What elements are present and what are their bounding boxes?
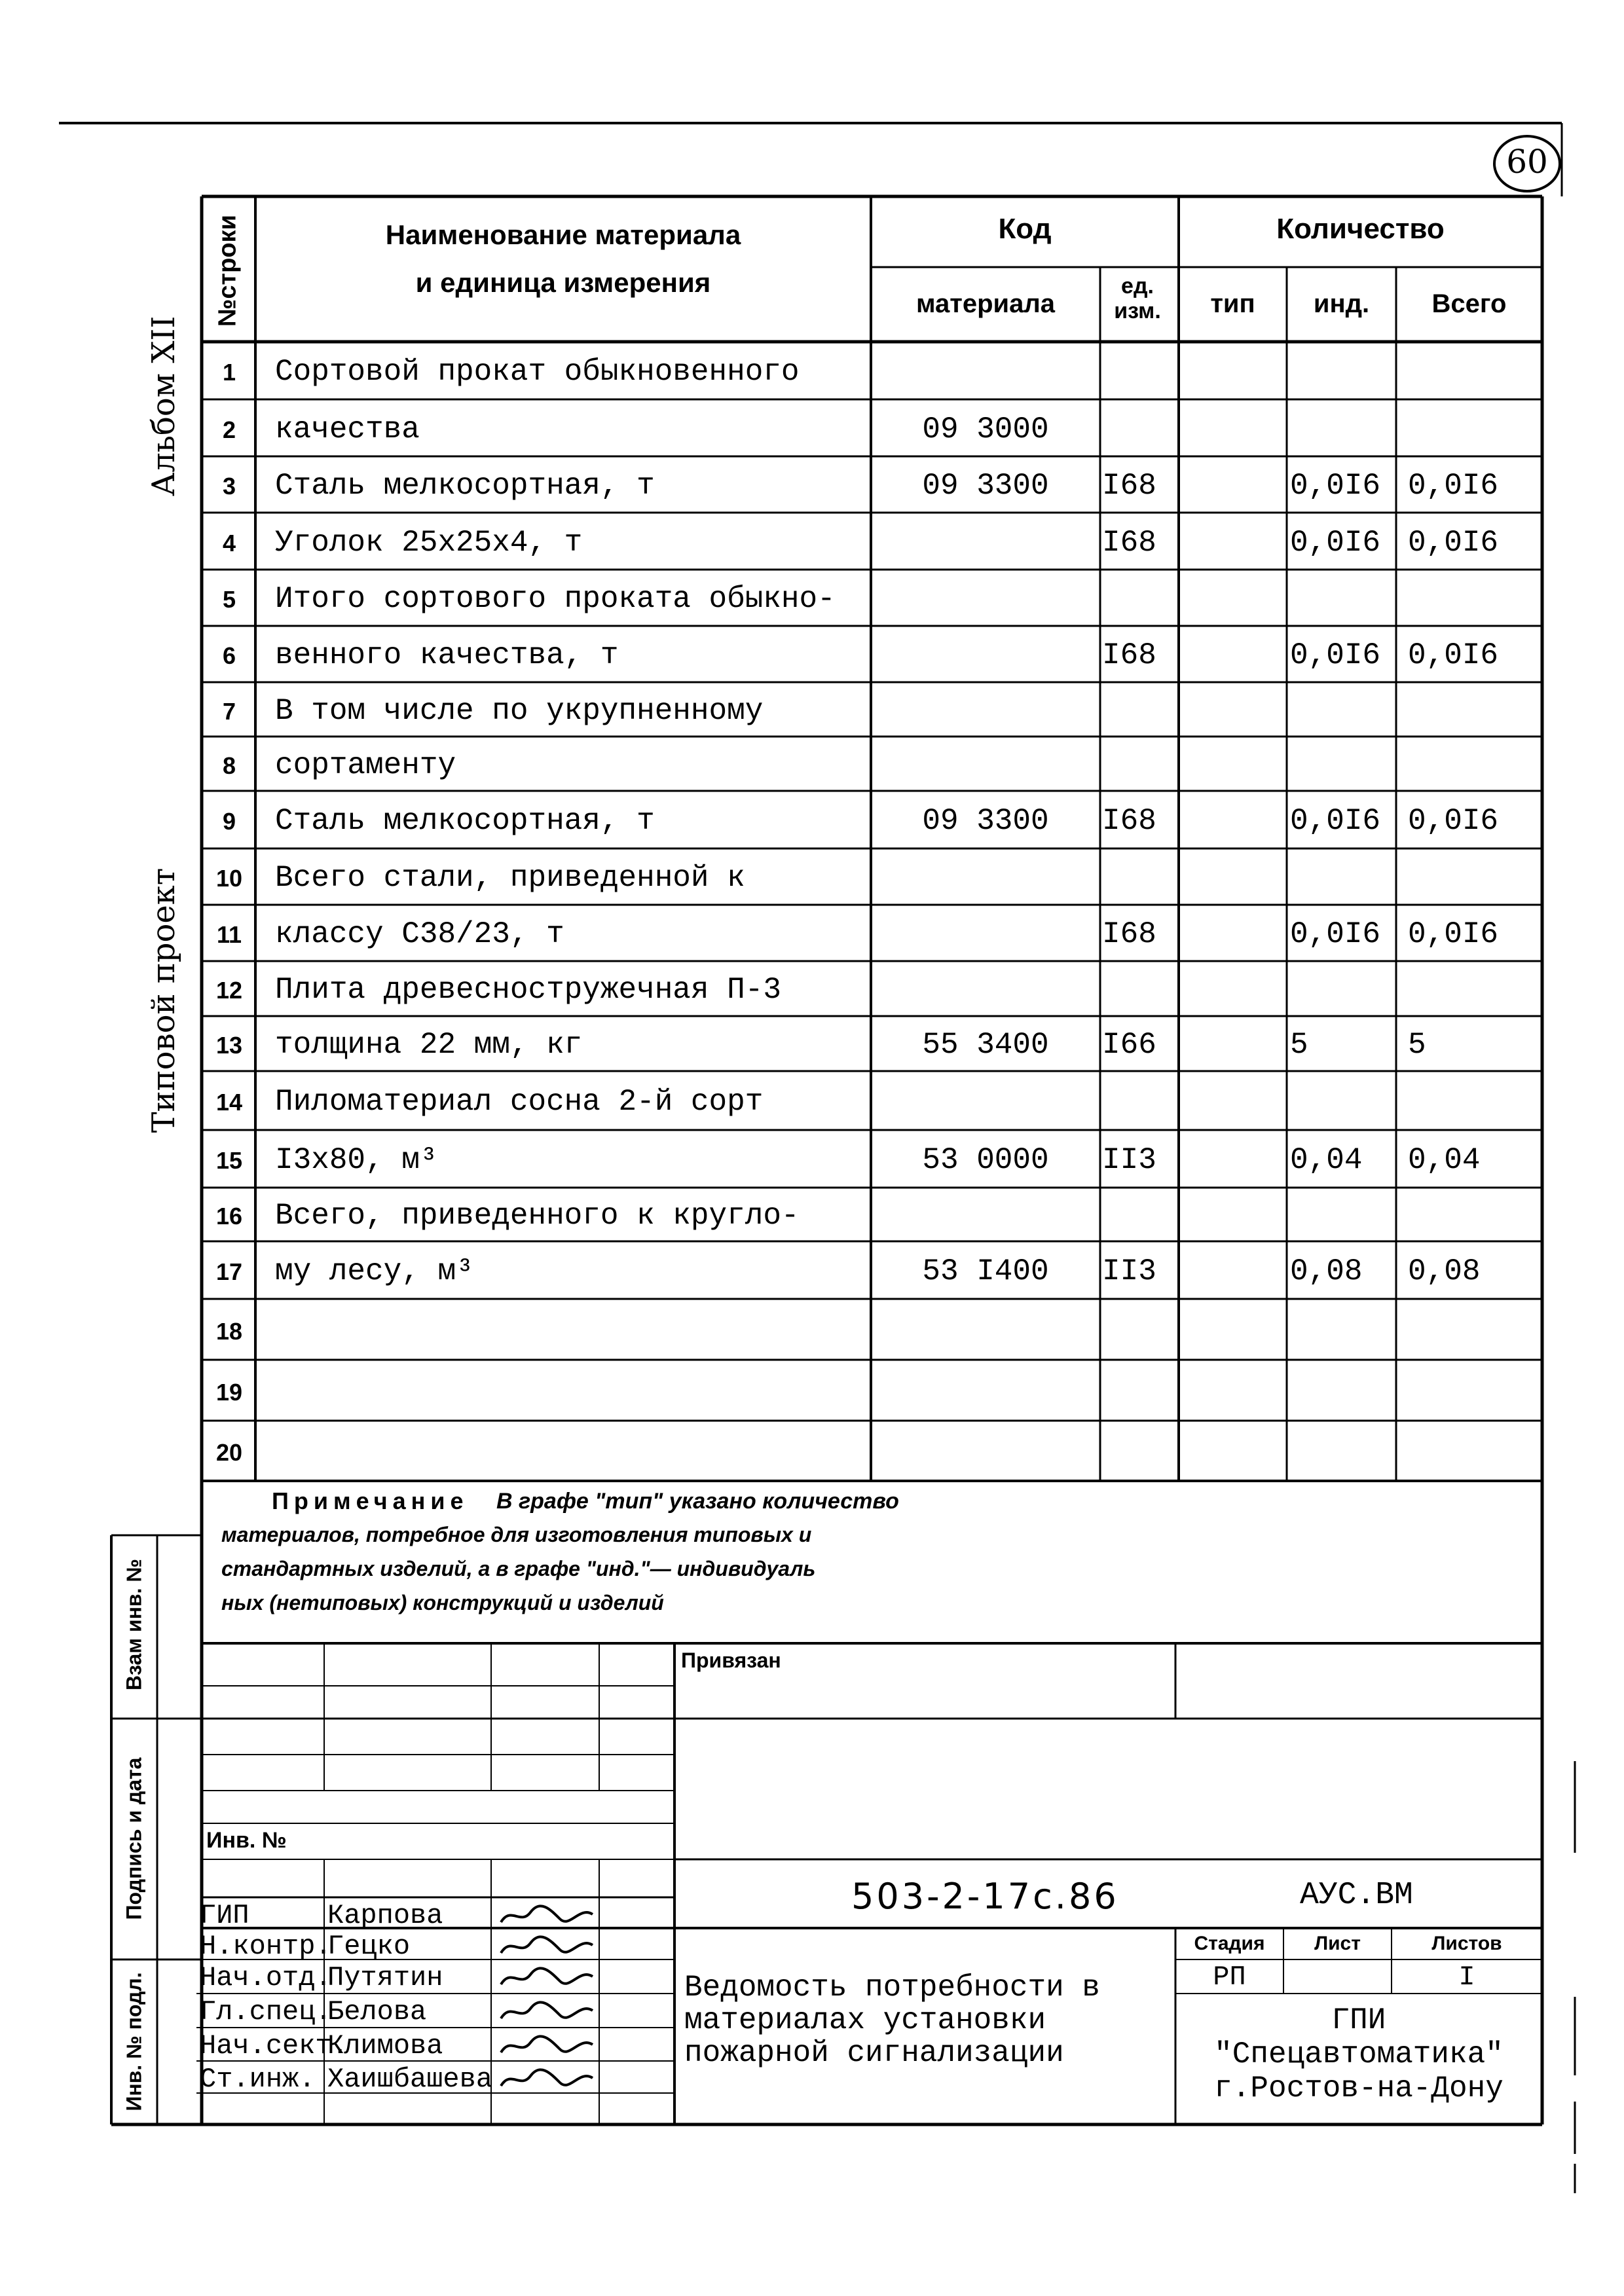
row-cell-unit: II3 — [1102, 1254, 1156, 1289]
row-cell-n: 9 — [222, 808, 236, 835]
header-name-line1: Наименование материала — [385, 219, 741, 250]
row-cell-name: му лесу, м³ — [275, 1254, 474, 1289]
header-row-no: №строки — [213, 215, 242, 327]
signature-name: Гецко — [327, 1931, 411, 1962]
handwritten-signature — [498, 1933, 596, 1959]
row-cell-code: 53 0000 — [922, 1143, 1049, 1178]
sheet-label: Лист — [1314, 1933, 1361, 1954]
row-cell-unit: I68 — [1102, 804, 1156, 839]
handwritten-signature — [498, 1965, 596, 1991]
row-cell-n: 14 — [215, 1089, 243, 1116]
note-title: Примечание — [272, 1487, 469, 1514]
row-cell-unit: II3 — [1102, 1143, 1156, 1178]
handwritten-signature — [498, 1999, 596, 2025]
signature-name: Карпова — [327, 1900, 443, 1931]
handwritten-signature — [498, 2066, 596, 2092]
row-cell-n: 16 — [215, 1203, 243, 1230]
row-cell-name: I3х80, м³ — [275, 1143, 438, 1178]
row-cell-unit: I68 — [1102, 469, 1156, 503]
org-line1: ГПИ — [1331, 2003, 1386, 2037]
signature-role: Гл.спец. — [200, 1996, 332, 2028]
header-qty-total: Всего — [1431, 289, 1507, 318]
row-cell-n: 13 — [215, 1032, 243, 1059]
header-name-line2: и единица измерения — [415, 267, 711, 298]
row-cell-name: венного качества, т — [275, 638, 619, 673]
sheets-value: I — [1458, 1961, 1475, 1993]
row-cell-name: Уголок 25х25х4, т — [275, 525, 583, 560]
org-line2: "Спецавтоматика" — [1214, 2037, 1504, 2071]
row-cell-total: 5 — [1408, 1028, 1426, 1063]
signature-role: Нач.отд. — [200, 1962, 332, 1994]
row-cell-ind: 0,0I6 — [1290, 804, 1381, 839]
row-cell-n: 5 — [222, 586, 236, 613]
header-code-material: материала — [915, 289, 1056, 318]
row-cell-ind: 0,0I6 — [1290, 525, 1381, 560]
row-cell-name: Сталь мелкосортная, т — [275, 469, 655, 503]
row-cell-n: 11 — [216, 921, 242, 949]
signature-role: Ст.инж. — [200, 2064, 316, 2095]
signature-role: Нач.сект. — [200, 2030, 348, 2062]
row-cell-n: 6 — [222, 642, 236, 670]
row-cell-ind: 0,0I6 — [1290, 917, 1381, 952]
row-cell-name: сортаменту — [275, 748, 456, 782]
row-cell-name: Итого сортового проката обыкно- — [275, 582, 836, 617]
row-cell-name: Плита древесностружечная П-3 — [275, 973, 781, 1008]
row-cell-n: 3 — [222, 473, 236, 500]
note-line3: стандартных изделий, а в графе "инд."— индивидуаль — [221, 1557, 816, 1580]
document-title-line3: пожарной сигнализации — [684, 2036, 1064, 2070]
vzam-inv-label: Взам инв. № — [122, 1558, 146, 1691]
row-cell-n: 19 — [215, 1378, 243, 1406]
row-cell-total: 0,0I6 — [1408, 525, 1499, 560]
row-cell-name: Всего стали, приведенной к — [275, 861, 745, 896]
handwritten-signature — [498, 2033, 596, 2059]
row-cell-n: 8 — [222, 752, 236, 779]
row-cell-total: 0,0I6 — [1408, 469, 1499, 503]
row-cell-n: 10 — [215, 865, 243, 892]
signature-role: ГИП — [200, 1900, 249, 1931]
row-cell-n: 17 — [215, 1258, 243, 1286]
header-code: Код — [998, 213, 1052, 245]
row-cell-code: 09 3300 — [922, 469, 1049, 503]
row-cell-code: 09 3000 — [922, 412, 1049, 446]
header-quantity: Количество — [1276, 213, 1445, 245]
row-cell-ind: 0,0I6 — [1290, 469, 1381, 503]
row-cell-name: Пиломатериал сосна 2-й сорт — [275, 1085, 764, 1120]
signature-name: Путятин — [327, 1962, 443, 1994]
row-cell-n: 12 — [215, 977, 243, 1004]
row-cell-name: классу С38/23, т — [275, 917, 564, 952]
stage-value: РП — [1213, 1961, 1246, 1993]
row-cell-name: толщина 22 мм, кг — [275, 1028, 583, 1063]
header-qty-type: тип — [1210, 289, 1255, 318]
row-cell-n: 15 — [215, 1147, 243, 1175]
header-code-unit: ед. изм. — [1114, 274, 1161, 323]
row-cell-code: 55 3400 — [922, 1028, 1049, 1063]
row-cell-total: 0,0I6 — [1408, 638, 1499, 673]
document-title-line1: Ведомость потребности в — [684, 1971, 1100, 2005]
row-cell-name: Сортовой прокат обыкновенного — [275, 355, 800, 390]
inv-no-label: Инв. № — [206, 1828, 287, 1853]
album-label: Альбом XII — [145, 316, 182, 496]
page-number: 60 — [1506, 143, 1548, 181]
podpis-data-label: Подпись и дата — [122, 1757, 146, 1920]
row-cell-unit: I68 — [1102, 638, 1156, 673]
inv-podl-label: Инв. № подл. — [122, 1972, 146, 2111]
org-line3: г.Ростов-на-Дону — [1214, 2071, 1504, 2105]
row-cell-total: 0,0I6 — [1408, 917, 1499, 952]
row-cell-ind: 0,0I6 — [1290, 638, 1381, 673]
row-cell-n: 20 — [215, 1439, 243, 1467]
row-cell-name: качества — [275, 412, 420, 446]
row-cell-ind: 0,08 — [1290, 1254, 1363, 1289]
row-cell-unit: I68 — [1102, 525, 1156, 560]
row-cell-unit: I68 — [1102, 917, 1156, 952]
row-cell-total: 0,0I6 — [1408, 804, 1499, 839]
row-cell-ind: 5 — [1290, 1028, 1308, 1063]
document-code: 503-2-17с.86 — [851, 1876, 1119, 1917]
row-cell-n: 7 — [222, 697, 236, 725]
row-cell-code: 09 3300 — [922, 804, 1049, 839]
row-cell-total: 0,08 — [1408, 1254, 1481, 1289]
row-cell-name: Сталь мелкосортная, т — [275, 804, 655, 839]
note-line2: материалов, потребное для изготовления типовых и — [221, 1523, 812, 1546]
row-cell-n: 4 — [222, 529, 236, 556]
sheet-code: АУС.ВМ — [1300, 1878, 1413, 1913]
stage-label: Стадия — [1194, 1933, 1265, 1954]
row-cell-n: 1 — [222, 359, 236, 386]
row-cell-n: 18 — [215, 1317, 243, 1345]
row-cell-name: В том числе по укрупненному — [275, 693, 764, 728]
signature-role: Н.контр. — [200, 1931, 332, 1962]
signature-name: Климова — [327, 2030, 443, 2062]
privyazan-label: Привязан — [681, 1649, 781, 1672]
header-qty-ind: инд. — [1313, 289, 1370, 318]
signature-name: Хаишбашева — [327, 2064, 493, 2095]
row-cell-code: 53 I400 — [922, 1254, 1049, 1289]
note-line4: ных (нетиповых) конструкций и изделий — [221, 1591, 664, 1614]
document-title-line2: материалах установки — [684, 2003, 1046, 2037]
row-cell-name: Всего, приведенного к кругло- — [275, 1199, 800, 1233]
row-cell-unit: I66 — [1102, 1028, 1156, 1063]
row-cell-total: 0,04 — [1408, 1143, 1481, 1178]
signature-name: Белова — [327, 1996, 427, 2028]
sheets-label: Листов — [1431, 1933, 1502, 1954]
note-line1: В графе "тип" указано количество — [496, 1489, 899, 1514]
project-type-label: Типовой проект — [145, 867, 182, 1133]
handwritten-signature — [498, 1903, 596, 1929]
row-cell-ind: 0,04 — [1290, 1143, 1363, 1178]
row-cell-n: 2 — [222, 416, 236, 443]
